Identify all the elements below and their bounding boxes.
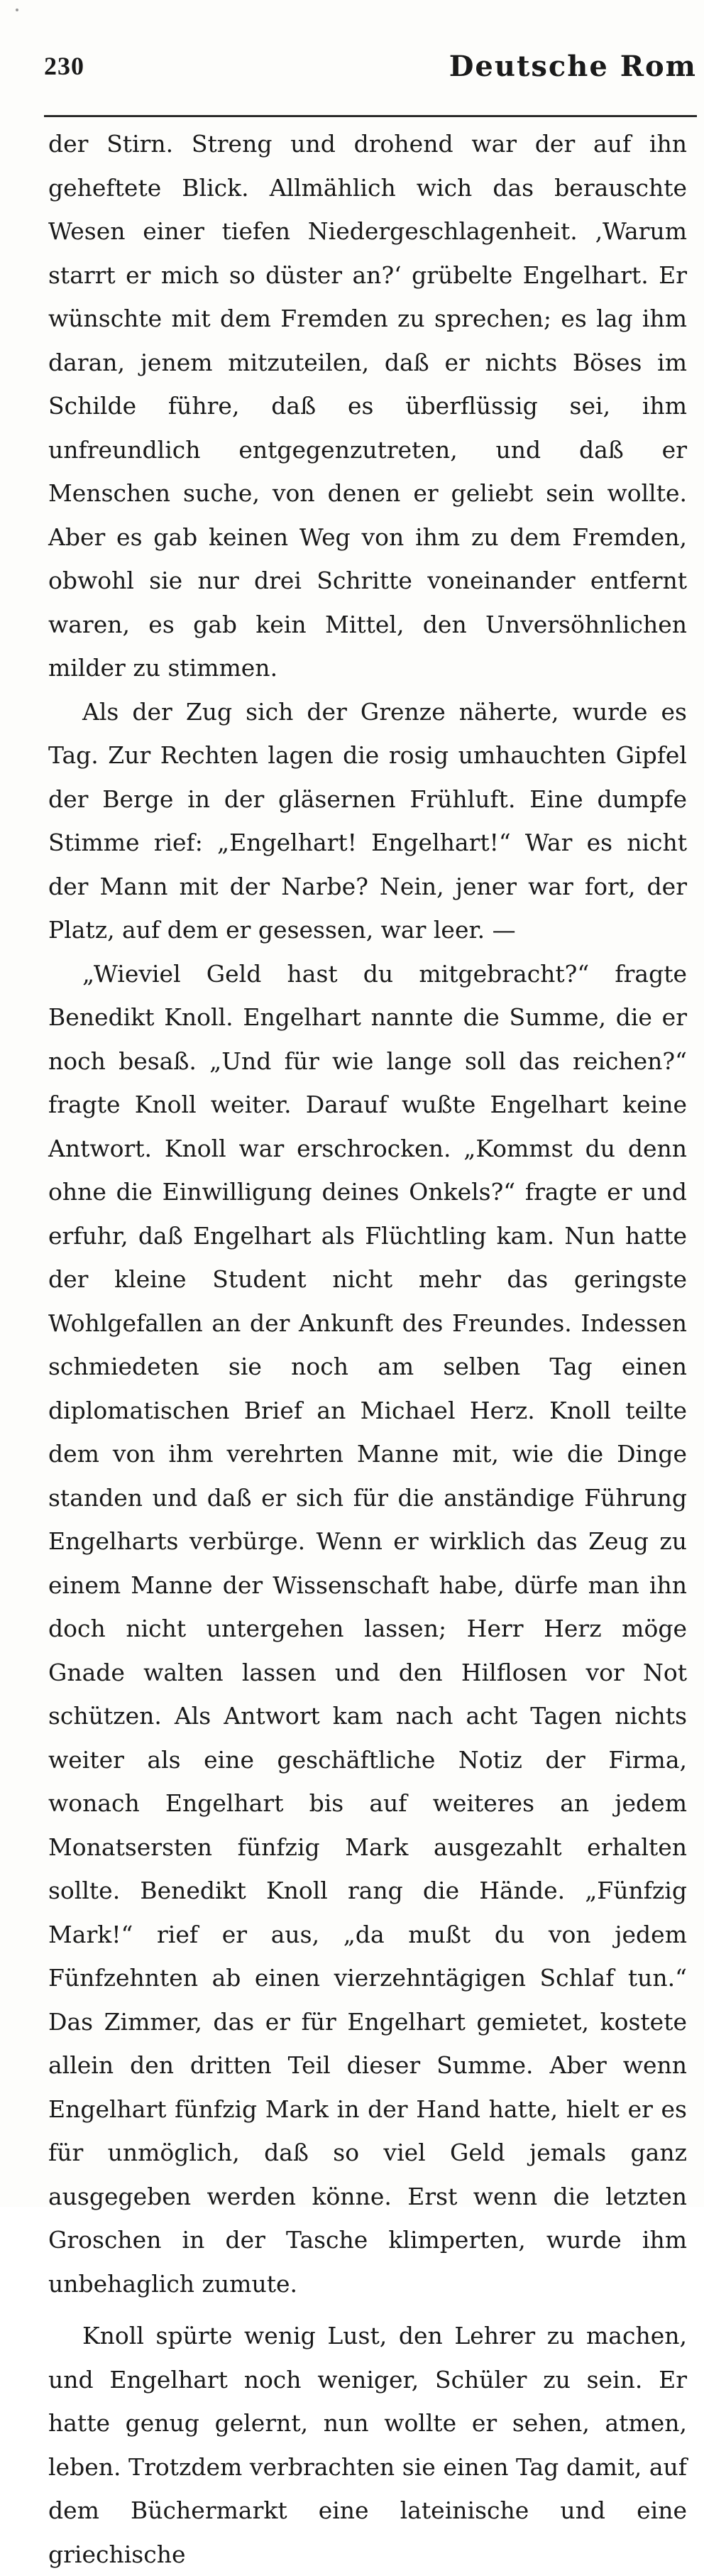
- paper-speck: [16, 9, 18, 11]
- running-title: Deutsche Rom: [449, 50, 697, 83]
- header-rule: [44, 115, 697, 117]
- page-number: 230: [44, 52, 84, 80]
- body-text: [48, 122, 687, 2576]
- paragraph-3: „Wieviel Geld hast du mitgebracht?“ fragte Benedikt Knoll. Engelhart nannte die Summe, die er noch besaß. „Und für wie lange soll das reichen?“ fragte Knoll weiter. Darauf wußte Engelhart keine Antwort. Knoll war erschrocken. „Kommst du denn ohne die Einwilligung deines Onkels?“ fragte er und erfuhr, daß Engelhart als Flüchtling kam. Nun hatte der kleine Student nicht mehr das geringste Wohlgefallen an der Ankunft des Freundes. Indessen schmiedeten sie noch am selben Tag einen diplomatischen Brief an Michael Herz. Knoll teilte dem von ihm verehrten Manne mit, wie die Dinge standen und daß er sich für die anständige Führung Engelharts verbürge. Wenn er wirklich das Zeug zu einem Manne der Wissenschaft habe, dürfe man ihn doch nicht untergehen lassen; Herr Herz möge Gnade walten lassen und den Hilflosen vor Not schützen. Als Antwort kam nach acht Tagen nichts weiter als eine geschäftliche Notiz der Firma, wonach Engelhart bis auf weiteres an jedem Monatsersten fünfzig Mark ausgezahlt erhalten sollte. Benedikt Knoll rang die Hände. „Fünfzig Mark!“ rief er aus, „da mußt du von jedem Fünfzehnten ab einen vierzehntägigen Schlaf tun.“ Das Zimmer, das er für Engelhart gemietet, kostete allein den dritten Teil dieser Summe. Aber wenn Engelhart fünfzig Mark in der Hand hatte, hielt er es für unmöglich, daß so viel Geld jemals ganz ausgegeben werden könne. Erst wenn die letzten Groschen in der Tasche klimperten, wurde ihm unbehaglich zumute.: [48, 959, 687, 2298]
- paragraph-1: der Stirn. Streng und drohend war der auf ihn geheftete Blick. Allmählich wich das berauschte Wesen einer tiefen Niedergeschlagenheit. ‚Warum starrt er mich so düster an?‘ grübelte Engelhart. Er wünschte mit dem Fremden zu sprechen; es lag ihm daran, jenem mitzuteilen, daß er nichts Böses im Schilde führe, daß es überflüssig sei, ihm unfreundlich entgegenzutreten, und daß er Menschen suche, von denen er geliebt sein wollte. Aber es gab keinen Weg von ihm zu dem Fremden, obwohl sie nur drei Schritte voneinander entfernt waren, es gab kein Mittel, den Unversöhnlichen milder zu stimmen.: [48, 130, 687, 682]
- page-header: [44, 44, 697, 108]
- paragraph-2: Als der Zug sich der Grenze näherte, wurde es Tag. Zur Rechten lagen die rosig umhauchten Gipfel der Berge in der gläsernen Frühluft. Eine dumpfe Stimme rief: „Engelhart! Engelhart!“ War es nicht der Mann mit der Narbe? Nein, jener war fort, der Platz, auf dem er gesessen, war leer. —: [48, 697, 687, 944]
- paragraph-4: Knoll spürte wenig Lust, den Lehrer zu machen, und Engelhart noch weniger, Schüler zu sein. Er hatte genug gelernt, nun wollte er sehen, atmen, leben. Trotzdem verbrachten sie einen Tag damit, auf dem Büchermarkt eine lateinische und eine griechische: [48, 2322, 687, 2568]
